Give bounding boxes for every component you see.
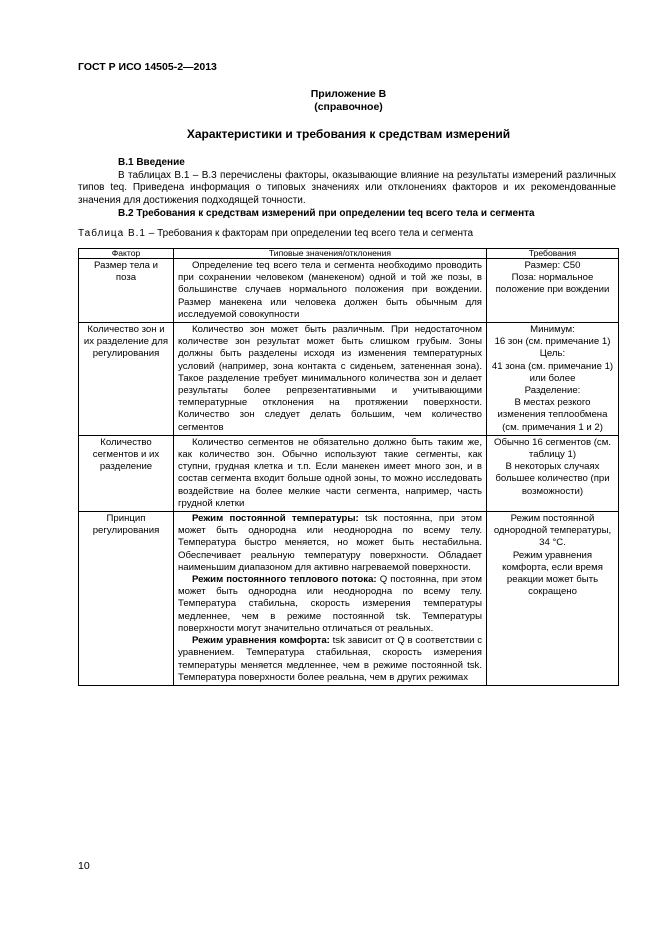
appendix-title: Приложение В <box>310 88 387 100</box>
table-row <box>79 512 619 686</box>
requirement-cell: Минимум: 16 зон (см. примечание 1) Цель: 41 зона (см. примечание 1) или более Разделение: В местах резкого изменения теплообмена (см. примечания 1 и 2) <box>487 323 619 436</box>
table-caption-label: Таблица В.1 <box>78 228 146 239</box>
typical-cell <box>174 512 487 686</box>
header-factor: Фактор <box>79 249 174 259</box>
table-row <box>79 323 619 436</box>
mode-constant-temperature <box>178 513 482 574</box>
table-caption-text: – Требования к факторам при определении teq всего тела и сегмента <box>146 228 474 239</box>
typical-text: Определение teq всего тела и сегмента необходимо проводить при сохранении человеком (манекеном) одной и той же позы, в большинстве случаев нормального положения при вождении. Размер манекена или человека должен быть обычным для исследуемой совокупности <box>178 260 482 320</box>
table-caption <box>78 228 473 239</box>
mode-text: tsk зависит от Q в соответствии с уравнением. Температура стабильная, скорость измерения температуры меняется медленнее, чем в режиме постоянной tsk. Температура поверхности более реальна, чем в других режимах <box>178 635 482 683</box>
mode-text: tsk постоянна, при этом может быть однородна или неоднородна по всему телу. Температура быстро меняется, но может быть нестабильна. Обеспечивает реальную температуру поверхности. Обладает наименьшим диапазоном для активно нагреваемой поверхности. <box>178 513 482 573</box>
intro-heading: В.1 Введение <box>118 157 185 168</box>
appendix-subtitle: (справочное) <box>314 101 383 113</box>
factor-cell: Размер тела и поза <box>79 259 174 323</box>
mode-label: Режим уравнения комфорта: <box>192 635 330 647</box>
mode-comfort-equation <box>178 635 482 684</box>
requirement-cell: Обычно 16 сегментов (см. таблицу 1) В некоторых случаях большее количество (при возможности) <box>487 435 619 511</box>
requirement-cell: Режим постоянной однородной температуры, 34 °С. Режим уравнения комфорта, если время реакции может быть сокращено <box>487 512 619 686</box>
typical-text: Количество сегментов не обязательно должно быть таким же, как количество зон. Обычно используют такие сегменты, как ступни, грудная клетка и т.п. Если манекен имеет много зон, и в состав сегмента входит больше одной зоны, то можно исследовать воздействие на более мелкие части сегмента, например, часть грудной клетки <box>178 436 482 509</box>
requirement-cell: Размер: С50 Поза: нормальное положение при вождении <box>487 259 619 323</box>
typical-cell <box>174 435 487 511</box>
requirements-table <box>78 248 619 686</box>
typical-cell <box>174 259 487 323</box>
mode-constant-heat-flux <box>178 574 482 635</box>
header-typical: Типовые значения/отклонения <box>174 249 487 259</box>
table-header-row <box>79 249 619 259</box>
appendix-heading <box>78 88 619 114</box>
page-number: 10 <box>78 860 90 872</box>
mode-text: Q постоянна, при этом может быть однородна или неоднородна по всему телу. Температура стабильна, скорость измерения температуры медленнее, чем в режиме постоянной tsk. Температуры поверхности могут значительно отличаться от реальных. <box>178 574 482 634</box>
typical-text: Количество зон может быть различным. При недостаточном количестве зон результат может быть слишком грубым. Зоны должны быть разделены исходя из изменения температурных условий (например, зона контакта с сиденьем, затененная зона). Такое разделение требует минимального количества зон и делает результаты более репрезентативными и учитывающими температурные отклонения на протяжении поверхности. Количество зон следует делать большим, чем количество сегментов <box>178 324 482 433</box>
factor-cell: Количество зон и их разделение для регулирования <box>79 323 174 436</box>
mode-label: Режим постоянной температуры: <box>192 513 359 525</box>
table-row <box>79 259 619 323</box>
typical-cell <box>174 323 487 436</box>
header-requirements: Требования <box>487 249 619 259</box>
document-header: ГОСТ Р ИСО 14505-2—2013 <box>78 61 217 73</box>
mode-label: Режим постоянного теплового потока: <box>192 574 377 586</box>
table-row <box>79 435 619 511</box>
requirements-heading: В.2 Требования к средствам измерений при определении teq всего тела и сегмента <box>118 208 535 219</box>
intro-text: В таблицах В.1 – В.3 перечислены факторы, оказывающие влияние на результаты измерений различных типов teq. Приведена информация о типовых значениях или отклонениях факторов и их рекомендованные значения для достижения подходящей точности. <box>78 170 616 206</box>
factor-cell: Количество сегментов и их разделение <box>79 435 174 511</box>
factor-cell: Принцип регулирования <box>79 512 174 686</box>
section-title: Характеристики и требования к средствам измерений <box>186 127 511 141</box>
